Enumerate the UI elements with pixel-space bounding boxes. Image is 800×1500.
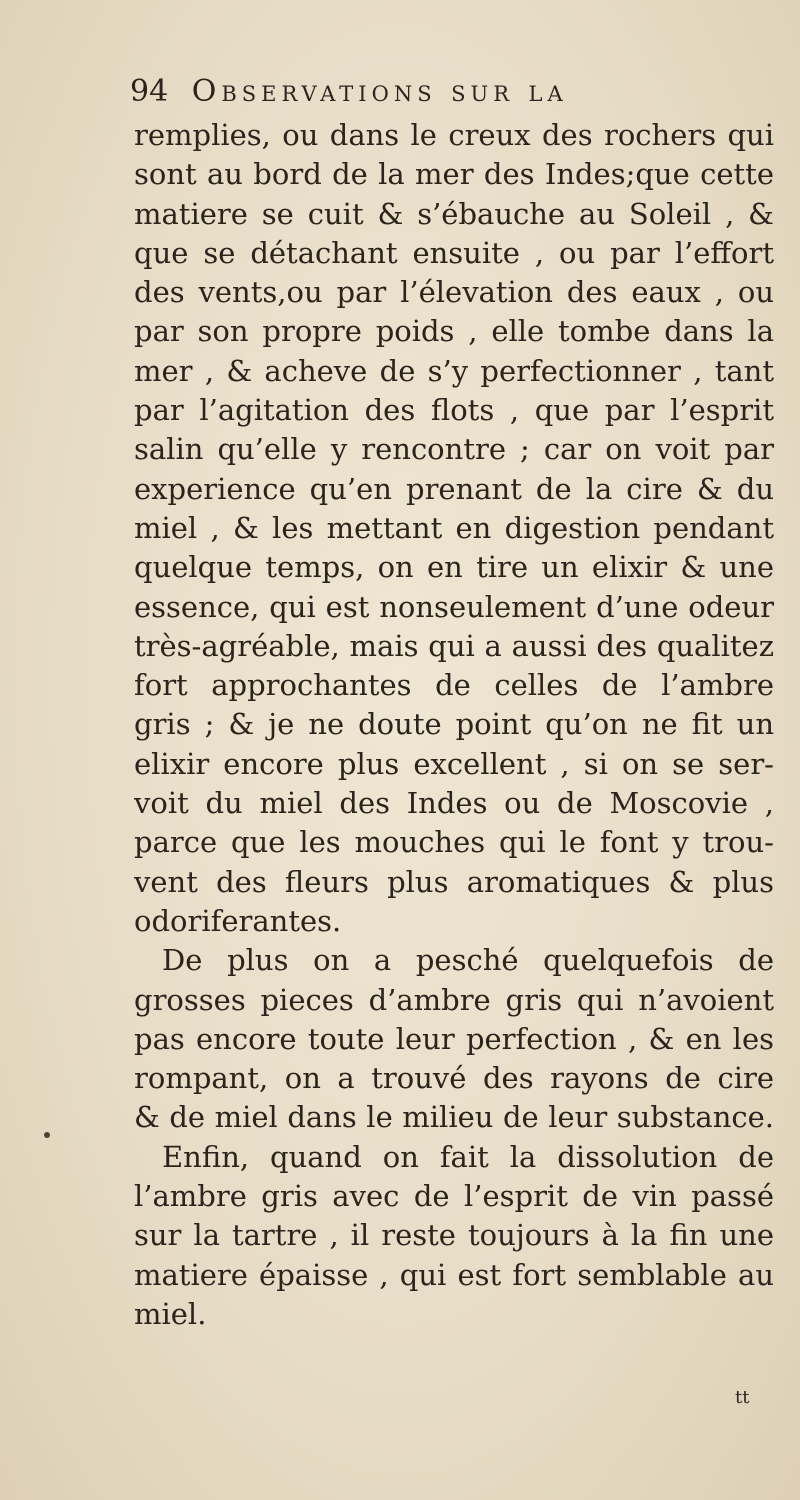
text-line: & de miel dans le milieu de leur substance. xyxy=(134,1100,774,1135)
text-line: De plus on a pesché quelquefois de xyxy=(162,943,774,978)
text-line: matiere se cuit & s’ébauche au Soleil , & xyxy=(134,196,774,231)
text-line: voit du miel des Indes ou de Moscovie , xyxy=(134,786,774,821)
text-line: par l’agitation des flots , que par l’esprit xyxy=(134,393,774,428)
text-line: Enfin, quand on fait la dissolution de xyxy=(162,1139,774,1174)
text-line: fort approchantes de celles de l’ambre xyxy=(134,668,774,703)
text-line: sur la tartre , il reste toujours à la fin une xyxy=(134,1218,774,1253)
text-line: que se détachant ensuite , ou par l’effort xyxy=(134,235,774,270)
page-number: 94 xyxy=(130,74,169,109)
text-line: odoriferantes. xyxy=(134,903,342,938)
text-line: vent des fleurs plus aromatiques & plus xyxy=(134,864,774,899)
text-line: miel. xyxy=(134,1296,207,1331)
text-line: gris ; & je ne doute point qu’on ne fit un xyxy=(134,707,774,742)
signature-mark: tt xyxy=(735,1387,750,1408)
text-line: miel , & les mettant en digestion pendant xyxy=(134,510,774,545)
margin-spot xyxy=(44,1132,50,1138)
text-line: pas encore toute leur perfection , & en les xyxy=(134,1021,774,1056)
text-line: des vents,ou par l’élevation des eaux , ou xyxy=(134,275,774,310)
text-line: salin qu’elle y rencontre ; car on voit par xyxy=(134,432,774,467)
text-line: très-agréable, mais qui a aussi des qualitez xyxy=(134,628,774,663)
text-line: quelque temps, on en tire un elixir & une xyxy=(134,550,774,585)
text-line: experience qu’en prenant de la cire & du xyxy=(134,471,774,506)
text-line: essence, qui est nonseulement d’une odeur xyxy=(134,589,774,624)
text-line: sont au bord de la mer des Indes;que cette xyxy=(134,157,774,192)
text-line: rompant, on a trouvé des rayons de cire xyxy=(134,1061,774,1096)
text-line: remplies, ou dans le creux des rochers qui xyxy=(134,118,774,152)
body-text xyxy=(134,116,774,1334)
text-line: par son propre poids , elle tombe dans la xyxy=(134,314,774,349)
text-line: l’ambre gris avec de l’esprit de vin passé xyxy=(134,1179,774,1214)
running-header xyxy=(130,72,568,112)
text-line: mer , & acheve de s’y perfectionner , tant xyxy=(134,353,774,388)
text-line: grosses pieces d’ambre gris qui n’avoient xyxy=(134,982,774,1017)
text-line: elixir encore plus excellent , si on se ser- xyxy=(134,746,774,781)
running-title: Observations sur la xyxy=(191,74,568,109)
text-line: matiere épaisse , qui est fort semblable au xyxy=(134,1257,774,1292)
text-line: parce que les mouches qui le font y trou- xyxy=(134,825,774,860)
